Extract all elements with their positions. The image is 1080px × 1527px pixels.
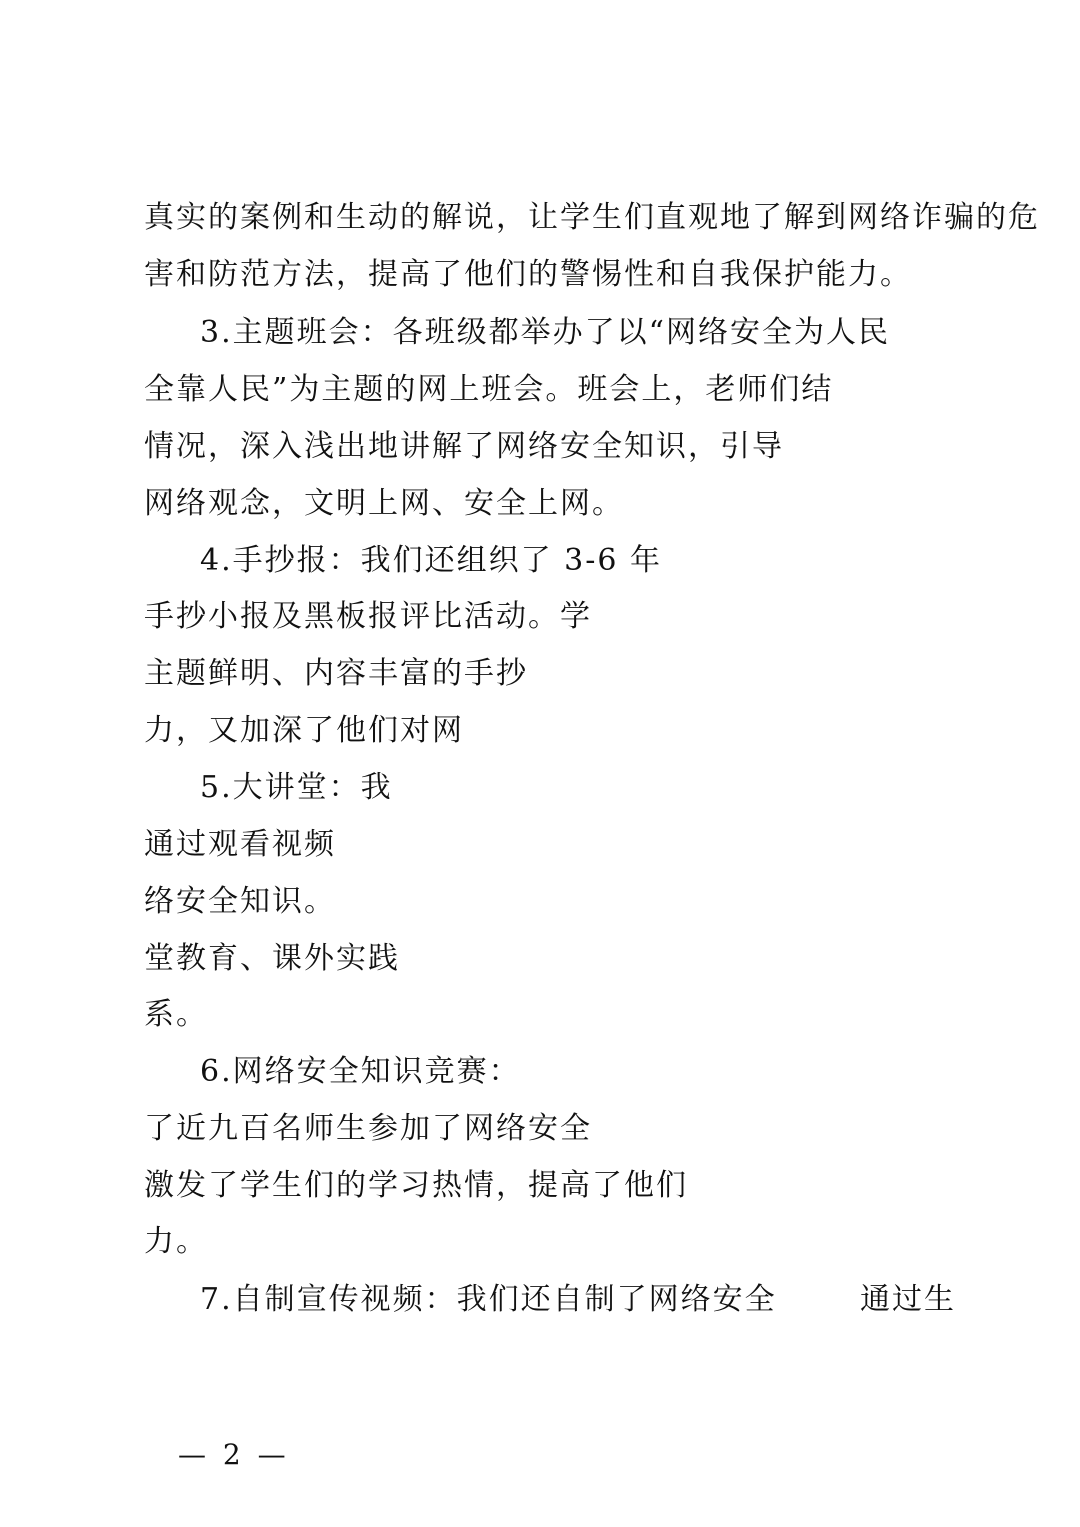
body-line-13: 络安全知识。	[144, 884, 336, 919]
body-line-12: 通过观看视频	[144, 827, 336, 862]
body-line-8: 手抄小报及黑板报评比活动。学	[144, 599, 592, 634]
body-line-19: 力。	[144, 1224, 208, 1259]
section-4-heading: 4.手抄报：我们还组织了 3-6 年	[200, 543, 663, 578]
body-line-14: 堂教育、课外实践	[144, 941, 400, 976]
body-line-9: 主题鲜明、内容丰富的手抄	[144, 656, 528, 691]
body-line-6: 网络观念，文明上网、安全上网。	[144, 486, 624, 521]
body-line-1: 真实的案例和生动的解说，让学生们直观地了解到网络诈骗的危	[144, 200, 1040, 235]
section-3-heading: 3.主题班会：各班级都举办了以“网络安全为人民	[200, 315, 890, 350]
section-6-heading: 6.网络安全知识竞赛：	[200, 1054, 521, 1089]
body-line-5: 情况，深入浅出地讲解了网络安全知识，引导	[144, 429, 784, 464]
body-line-18: 激发了学生们的学习热情，提高了他们	[144, 1168, 688, 1203]
body-line-2: 害和防范方法，提高了他们的警惕性和自我保护能力。	[144, 257, 912, 292]
body-line-10: 力，又加深了他们对网	[144, 713, 464, 748]
section-5-heading: 5.大讲堂：我	[200, 770, 393, 805]
body-line-17: 了近九百名师生参加了网络安全	[144, 1111, 592, 1146]
section-7-heading: 7.自制宣传视频：我们还自制了网络安全	[200, 1282, 777, 1317]
body-line-21-fragment: 通过生	[860, 1282, 956, 1317]
body-line-15: 系。	[144, 997, 208, 1032]
body-line-4: 全靠人民”为主题的网上班会。班会上，老师们结	[144, 372, 834, 407]
page-number: — 2 —	[178, 1438, 290, 1471]
